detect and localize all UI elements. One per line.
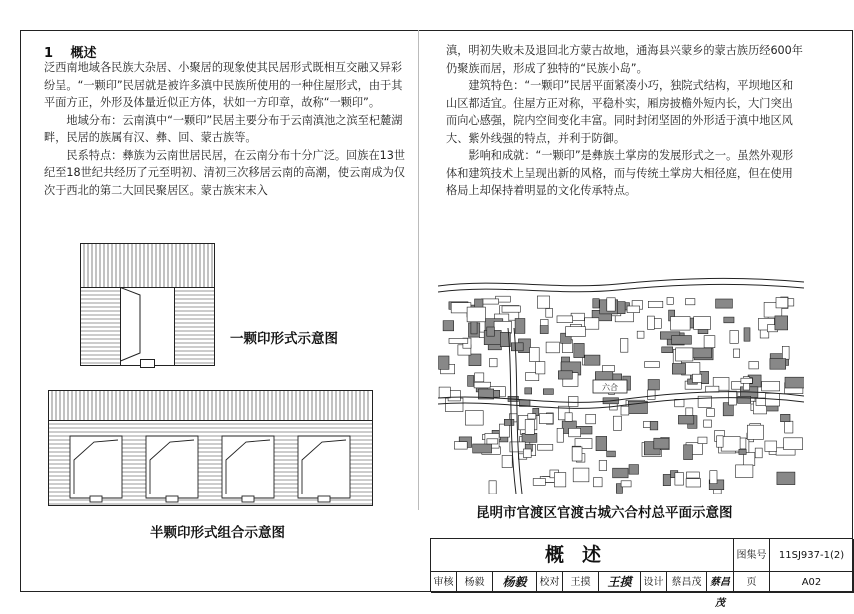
designer-name: 蔡昌茂 — [667, 572, 707, 593]
half-yikeyin-combo-drawing — [48, 390, 373, 510]
atlas-label: 图集号 — [734, 539, 770, 572]
left-text-column — [44, 59, 411, 199]
paragraph-ethnic: 民系特点：彝族为云南世居民居，在云南分布十分广泛。回族在13世纪至18世纪共经历了元至明初、清初三次移居云南的高潮，使云南成为仅次于西北的第二大回民聚居区。蒙古族宋末入 — [44, 148, 406, 197]
page-label: 页 — [734, 572, 770, 593]
single-yikeyin-drawing — [80, 243, 215, 373]
center-fold-line — [418, 30, 419, 510]
designer-signature: 蔡昌茂 — [707, 572, 734, 593]
paragraph-distribution: 地域分布：云南滇中“一颗印”民居主要分布于云南滇池之滨至杞麓湖畔，民居的族属有汉、彝、回、蒙古族等。 — [44, 113, 403, 144]
design-label: 设计 — [641, 572, 667, 593]
paragraph-continuation: 滇，明初失败未及退回北方蒙古故地，通海县兴蒙乡的蒙古族历经600年仍聚族而居，形成了独特的“民族小岛”。 — [446, 44, 803, 75]
check-label: 校对 — [537, 572, 563, 593]
review-label: 审核 — [431, 572, 457, 593]
atlas-number: 11SJ937-1(2) — [770, 539, 854, 572]
svg-text:六合: 六合 — [602, 383, 618, 392]
reviewer-name: 杨毅 — [457, 572, 493, 593]
checker-signature: 王摸 — [599, 572, 641, 593]
section-title: 概述 — [70, 46, 97, 61]
caption-single-yikeyin: 一颗印形式示意图 — [230, 331, 338, 347]
village-site-plan — [438, 268, 804, 494]
section-number: 1 — [44, 46, 54, 61]
right-text-column — [446, 42, 803, 200]
caption-site-plan: 昆明市官渡区官渡古城六合村总平面示意图 — [476, 505, 733, 521]
checker-name: 王摸 — [563, 572, 599, 593]
page-number: A02 — [770, 572, 854, 593]
titleblock-title: 概述 — [431, 539, 734, 572]
paragraph-intro: 泛西南地域各民族大杂居、小聚居的现象使其民居形式既相互交融又异彩纷呈。“一颗印”民居就是被许多滇中民族所使用的一种住屋形式，由于其平面方正，外形及体量近似正方体，状如一方印章，故称“一颗印”。 — [44, 61, 403, 109]
paragraph-influence: 影响和成就：“一颗印”是彝族土掌房的发展形式之一。虽然外观形体和建筑技术上呈现出新的风格，而与传统土掌房大相径庭，但在使用格局上却保持着明显的文化传承特点。 — [446, 149, 794, 197]
reviewer-signature: 杨毅 — [493, 572, 537, 593]
title-block — [430, 538, 853, 609]
paragraph-architecture: 建筑特色：“一颗印”民居平面紧凑小巧，独院式结构，平坝地区和山区都适宜。住屋方正对称，平稳朴实，厢房披檐外短内长，大门突出而向心感强，院内空间变化丰富。同时封闭坚固的外形适于滇中地区风大、紫外线强的特点，并利于防御。 — [446, 79, 794, 145]
caption-half-combo: 半颗印形式组合示意图 — [150, 525, 285, 541]
